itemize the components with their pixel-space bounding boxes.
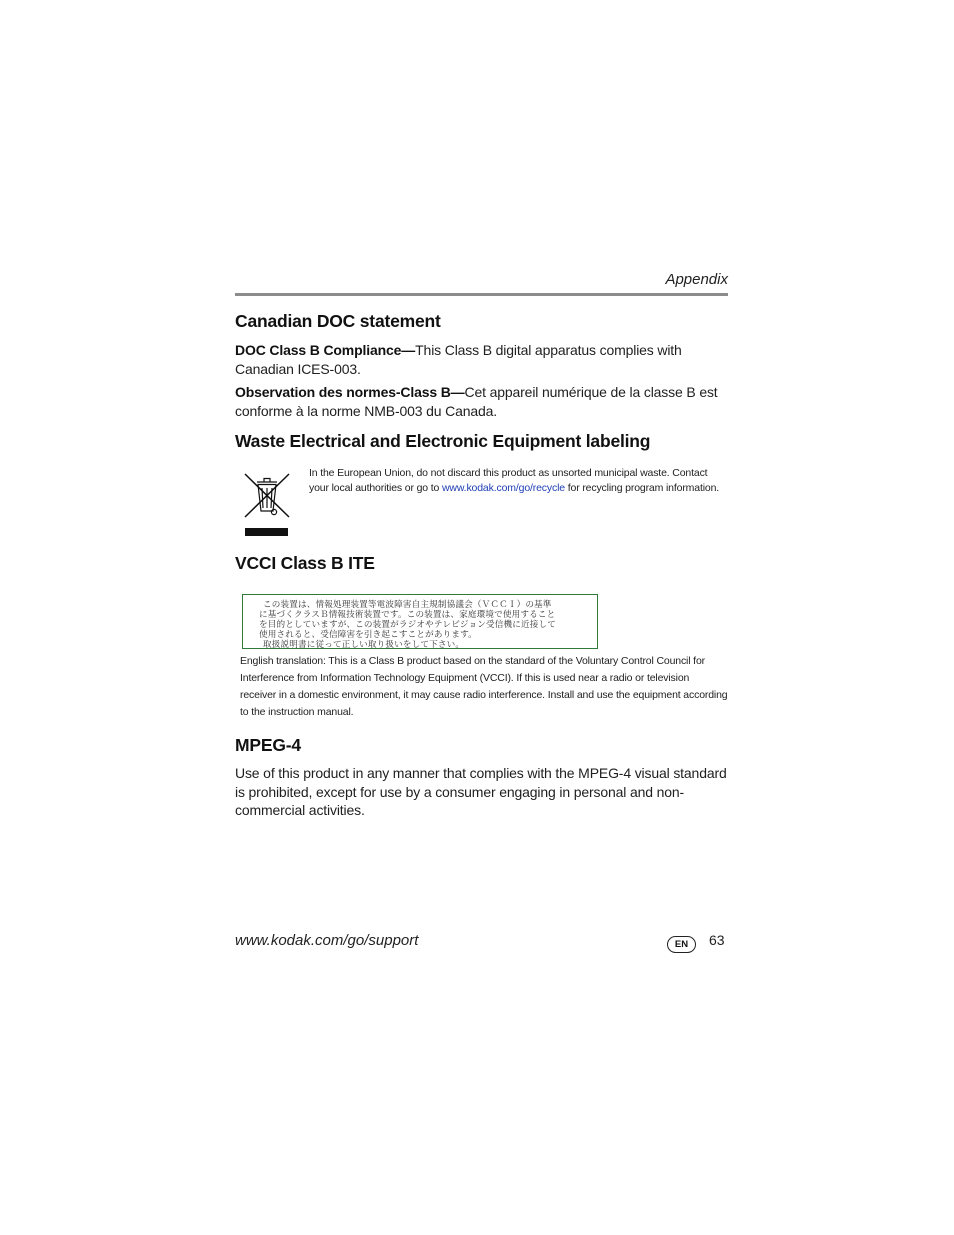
recycle-link[interactable]: www.kodak.com/go/recycle <box>441 481 565 494</box>
vcci-japanese-notice <box>242 594 598 649</box>
vcci-japanese-line: 使用されると、受信障害を引き起こすことがあります。 <box>259 630 477 640</box>
observation-normes-label: Observation des normes-Class B— <box>235 384 465 400</box>
observation-normes-paragraph <box>235 383 730 420</box>
doc-compliance-paragraph <box>235 341 730 378</box>
header-divider <box>235 293 728 296</box>
vcci-japanese-line: 取扱説明書に従って正しい取り扱いをして下さい。 <box>263 640 465 650</box>
vcci-heading: VCCI Class B ITE <box>235 553 375 573</box>
language-badge: EN <box>667 936 696 953</box>
doc-compliance-label: DOC Class B Compliance— <box>235 342 416 358</box>
support-url[interactable]: www.kodak.com/go/support <box>235 932 419 949</box>
vcci-english-translation: English translation: This is a Class B product based on the standard of the Voluntary Control Council for Interference from Information Technology Equipment (VCCI). If this is used near a radio or television receiver in a domestic environment, it may cause radio interference. Install and use the equipment according to the instruction manual. <box>240 655 728 718</box>
weee-notice-text: In the European Union, do not discard this product as unsorted municipal waste. Contact your local authorities or go to <box>309 467 708 494</box>
vcci-japanese-line: を目的としていますが、この装置がラジオやテレビジョン受信機に近接して <box>259 620 556 630</box>
weee-heading: Waste Electrical and Electronic Equipment labeling <box>235 431 651 451</box>
vcci-japanese-line: この装置は、情報処理装置等電波障害自主規制協議会（ＶＣＣＩ）の基準 <box>263 600 552 610</box>
observation-normes-text: Cet appareil numérique de la classe B est conforme à la norme NMB-003 du Canada. <box>235 384 718 419</box>
section-label: Appendix <box>665 271 728 288</box>
mpeg4-heading: MPEG-4 <box>235 735 301 755</box>
page-number: 63 <box>709 932 725 948</box>
crossed-out-wheeled-bin-icon <box>243 469 291 537</box>
vcci-japanese-line: に基づくクラスＢ情報技術装置です。この装置は、家庭環境で使用すること <box>259 610 556 620</box>
weee-notice-text-end: for recycling program information. <box>564 481 720 494</box>
canadian-doc-heading: Canadian DOC statement <box>235 311 441 331</box>
doc-compliance-text: This Class B digital apparatus complies with Canadian ICES-003. <box>235 342 682 377</box>
weee-notice <box>309 466 729 495</box>
mpeg4-paragraph: Use of this product in any manner that complies with the MPEG-4 visual standard is prohibited, except for use by a consumer engaging in personal and non-commercial activities. <box>235 765 727 818</box>
